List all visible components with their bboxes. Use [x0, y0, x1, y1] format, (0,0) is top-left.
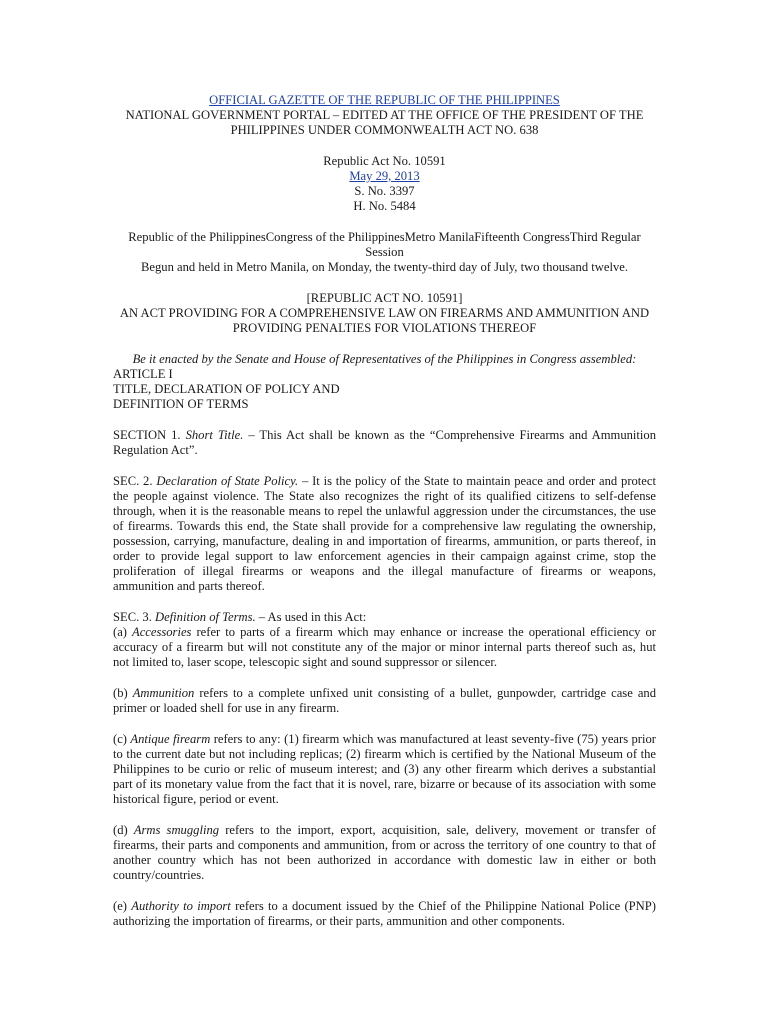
act-title: AN ACT PROVIDING FOR A COMPREHENSIVE LAW ON FIREARMS AND AMMUNITION AND PROVIDING PENALTIES FOR VIOLATIONS THEREOF [119, 306, 650, 335]
document-page [113, 93, 656, 929]
article-number: ARTICLE I [113, 367, 173, 381]
congress-info [113, 230, 656, 275]
definition-b: (b) Ammunition refers to a complete unfixed unit consisting of a bullet, gunpowder, cartridge case and primer or loaded shell for use in any firearm. [113, 686, 657, 715]
article-heading [113, 367, 656, 412]
act-title-block [113, 291, 656, 336]
article-title-line1: TITLE, DECLARATION OF POLICY AND [113, 382, 340, 396]
definition-d: (d) Arms smuggling refers to the import, export, acquisition, sale, delivery, movement or transfer of firearms, their parts and components and ammunition, from or across the territory of one country to that of another country which has not been authorized in accordance with domestic law in either or both country/countries. [113, 823, 656, 882]
definition-c: (c) Antique firearm refers to any: (1) firearm which was manufactured at least seventy-five (75) years prior to the current date but not including replicas; (2) firearm which is certified by the National Museum of the Philippines to be curio or relic of museum interest; and (3) any other firearm which derives a substantial part of its monetary value from the fact that it is novel, rare, bizarre or because of its association with some historical figure, period or event. [113, 732, 656, 806]
act-info [113, 154, 656, 214]
section-3: SEC. 3. Definition of Terms. – As used in this Act: [113, 610, 367, 624]
portal-line: NATIONAL GOVERNMENT PORTAL – EDITED AT THE OFFICE OF THE PRESIDENT OF THE PHILIPPINES UNDER COMMONWEALTH ACT NO. 638 [125, 108, 644, 137]
gazette-header [113, 93, 656, 138]
act-date-link[interactable]: May 29, 2013 [349, 169, 420, 183]
enacting-clause: Be it enacted by the Senate and House of Representatives of the Philippines in Congress assembled: [132, 352, 637, 366]
congress-line: Republic of the PhilippinesCongress of the PhilippinesMetro ManilaFifteenth CongressThird Regular Session [128, 230, 641, 259]
house-number: H. No. 5484 [353, 199, 416, 213]
republic-act-number: Republic Act No. 10591 [323, 154, 446, 168]
gazette-link[interactable]: OFFICIAL GAZETTE OF THE REPUBLIC OF THE PHILIPPINES [209, 93, 560, 107]
section-2: SEC. 2. Declaration of State Policy. – It is the policy of the State to maintain peace and order and protect the people against violence. The State also recognizes the right of its qualified citizens to self-defense through, when it is the reasonable means to repel the unlawful aggression under the circumstances, the use of firearms. Towards this end, the State shall provide for a comprehensive law regulating the ownership, possession, carrying, manufacture, dealing in and importation of firearms, ammunition, or parts thereof, in order to provide legal support to law enforcement agencies in their campaign against crime, stop the proliferation of illegal firearms or weapons and the illegal manufacture of firearms or weapons, ammunition and parts thereof. [113, 474, 656, 593]
section-1: SECTION 1. Short Title. – This Act shall be known as the “Comprehensive Firearms and Ammunition Regulation Act”. [113, 428, 657, 457]
act-number-bracket: [REPUBLIC ACT NO. 10591] [306, 291, 463, 305]
session-line: Begun and held in Metro Manila, on Monday, the twenty-third day of July, two thousand twelve. [141, 260, 628, 274]
article-title-line2: DEFINITION OF TERMS [113, 397, 249, 411]
definition-a: (a) Accessories refer to parts of a firearm which may enhance or increase the operational efficiency or accuracy of a firearm but will not constitute any of the major or minor internal parts thereof such as, hut not limited to, laser scope, telescopic sight and sound suppressor or silencer. [113, 625, 656, 669]
definition-e: (e) Authority to import refers to a document issued by the Chief of the Philippine National Police (PNP) authorizing the importation of firearms, or their parts, ammunition and other components. [113, 899, 656, 928]
senate-number: S. No. 3397 [354, 184, 415, 198]
